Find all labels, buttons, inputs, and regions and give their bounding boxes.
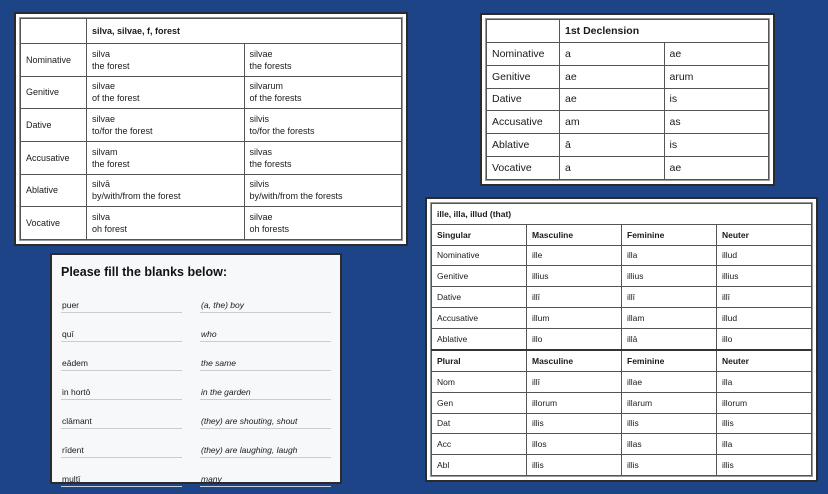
table-row <box>21 109 402 142</box>
singular-ending: a <box>560 157 665 180</box>
sg-cell <box>87 174 245 207</box>
case-label: Accusative <box>487 111 560 134</box>
english-gloss: by/with/from the forest <box>92 191 181 202</box>
plural-ending: ae <box>664 157 769 180</box>
singular-ending: a <box>560 42 665 65</box>
form-cell: illis <box>717 455 812 476</box>
case-label: Ablative <box>487 134 560 157</box>
english-gloss: the forests <box>249 158 292 169</box>
case-label: Accusative <box>21 141 87 174</box>
form-cell: illis <box>717 413 812 434</box>
case-label: Dative <box>21 109 87 142</box>
case-label: Nominative <box>432 245 527 266</box>
table-title: 1st Declension <box>560 20 769 43</box>
english-gloss: the forests <box>249 60 292 71</box>
form-cell: illis <box>622 455 717 476</box>
latin-blank-field[interactable]: puer <box>61 299 182 313</box>
case-label: Ablative <box>21 174 87 207</box>
english-gloss: to/for the forests <box>249 126 315 137</box>
latin-blank-field[interactable]: eādem <box>61 357 182 371</box>
sg-cell <box>87 141 245 174</box>
case-label: Ablative <box>432 328 527 350</box>
english-gloss: oh forests <box>249 224 290 235</box>
case-label: Nominative <box>487 42 560 65</box>
form-cell: illius <box>717 266 812 287</box>
declension-table <box>486 19 769 180</box>
table-row <box>487 88 769 111</box>
number-label: Singular <box>432 224 527 245</box>
table-row <box>432 455 812 476</box>
table-row <box>21 76 402 109</box>
form-cell: illorum <box>717 392 812 413</box>
singular-ending: ae <box>560 65 665 88</box>
form-cell: illī <box>527 372 622 393</box>
latin-blank-field[interactable]: rīdent <box>61 444 182 458</box>
form-cell: illam <box>622 307 717 328</box>
english-blank-field[interactable]: who <box>200 328 331 342</box>
case-label: Vocative <box>21 207 87 240</box>
empty-header-cell <box>21 19 87 44</box>
table-title: silva, silvae, f, forest <box>87 19 402 44</box>
plural-ending: ae <box>664 42 769 65</box>
form-cell: illum <box>527 307 622 328</box>
table-row <box>432 307 812 328</box>
english-gloss: oh forest <box>92 224 128 235</box>
form-cell: illo <box>717 328 812 350</box>
table-row <box>432 434 812 455</box>
table-row <box>432 245 812 266</box>
table-row <box>432 392 812 413</box>
table-header-row <box>21 19 402 44</box>
gender-header: Neuter <box>717 224 812 245</box>
english-blank-field[interactable]: (a, the) boy <box>200 299 331 313</box>
case-label: Nom <box>432 372 527 393</box>
form-cell: illis <box>527 455 622 476</box>
silva-table <box>20 18 402 240</box>
english-gloss: the forest <box>92 60 130 71</box>
pl-cell <box>244 109 402 142</box>
english-gloss: to/for the forest <box>92 126 153 137</box>
english-blank-field[interactable]: the same <box>200 357 331 371</box>
first-declension-card <box>480 13 775 186</box>
table-row <box>432 413 812 434</box>
case-label: Dat <box>432 413 527 434</box>
latin-form: silvā <box>92 179 111 190</box>
latin-form: silvam <box>92 146 118 157</box>
form-cell: illud <box>717 307 812 328</box>
pl-cell <box>244 207 402 240</box>
gender-header: Neuter <box>717 350 812 372</box>
silva-declension-card <box>14 12 408 246</box>
table-row <box>432 287 812 308</box>
sg-cell <box>87 43 245 76</box>
form-cell: illud <box>717 245 812 266</box>
ille-declension-card <box>425 197 818 482</box>
table-row <box>487 134 769 157</box>
latin-form: silvas <box>249 146 273 157</box>
blank-row <box>61 320 331 349</box>
latin-form: silvae <box>249 48 273 59</box>
gender-header: Masculine <box>527 350 622 372</box>
latin-form: silvis <box>249 114 269 125</box>
section-header-row <box>432 350 812 372</box>
singular-ending: ae <box>560 88 665 111</box>
table-row <box>487 65 769 88</box>
gender-header: Feminine <box>622 224 717 245</box>
sg-cell <box>87 109 245 142</box>
blank-row <box>61 436 331 465</box>
number-label: Plural <box>432 350 527 372</box>
case-label: Vocative <box>487 157 560 180</box>
section-header-row <box>432 224 812 245</box>
english-gloss: the forest <box>92 158 130 169</box>
case-label: Dative <box>432 287 527 308</box>
gender-header: Masculine <box>527 224 622 245</box>
case-label: Nominative <box>21 43 87 76</box>
table-row <box>432 328 812 350</box>
case-label: Accusative <box>432 307 527 328</box>
latin-form: silva <box>92 48 111 59</box>
singular-ending: ā <box>560 134 665 157</box>
form-cell: illī <box>717 287 812 308</box>
english-gloss: of the forests <box>249 93 302 104</box>
form-cell: illis <box>527 413 622 434</box>
blanks-list <box>61 291 331 494</box>
blank-row <box>61 465 331 494</box>
case-label: Abl <box>432 455 527 476</box>
plural-ending: is <box>664 88 769 111</box>
latin-form: silvae <box>92 114 116 125</box>
blank-row <box>61 378 331 407</box>
pl-cell <box>244 76 402 109</box>
case-label: Genitive <box>21 76 87 109</box>
pl-cell <box>244 43 402 76</box>
pl-cell <box>244 174 402 207</box>
singular-ending: am <box>560 111 665 134</box>
table-row <box>21 174 402 207</box>
fill-blanks-card <box>50 253 342 484</box>
table-title: ille, illa, illud (that) <box>432 204 812 225</box>
form-cell: illa <box>622 245 717 266</box>
form-cell: illorum <box>527 392 622 413</box>
ille-table <box>431 203 812 476</box>
latin-form: silvae <box>92 81 116 92</box>
table-row <box>487 111 769 134</box>
form-cell: illī <box>527 287 622 308</box>
form-cell: illius <box>622 266 717 287</box>
form-cell: illos <box>527 434 622 455</box>
english-gloss: of the forest <box>92 93 140 104</box>
table-row <box>21 141 402 174</box>
form-cell: illa <box>717 434 812 455</box>
case-label: Genitive <box>432 266 527 287</box>
english-blank-field[interactable]: in the garden <box>200 386 331 400</box>
english-blank-field[interactable]: (they) are laughing, laugh <box>200 444 331 458</box>
latin-form: silvis <box>249 179 269 190</box>
english-blank-field[interactable]: many <box>200 473 331 487</box>
form-cell: illī <box>622 287 717 308</box>
table-title-row <box>432 204 812 225</box>
case-label: Gen <box>432 392 527 413</box>
latin-form: silvarum <box>249 81 284 92</box>
blank-row <box>61 407 331 436</box>
table-row <box>21 43 402 76</box>
form-cell: illae <box>622 372 717 393</box>
latin-blank-field[interactable]: quī <box>61 328 182 342</box>
case-label: Acc <box>432 434 527 455</box>
table-row <box>432 372 812 393</box>
case-label: Dative <box>487 88 560 111</box>
table-row <box>432 266 812 287</box>
table-row <box>487 42 769 65</box>
table-row <box>21 207 402 240</box>
form-cell: illo <box>527 328 622 350</box>
latin-blank-field[interactable]: in hortō <box>61 386 182 400</box>
form-cell: illas <box>622 434 717 455</box>
sg-cell <box>87 207 245 240</box>
form-cell: ille <box>527 245 622 266</box>
plural-ending: as <box>664 111 769 134</box>
table-row <box>487 157 769 180</box>
form-cell: illis <box>622 413 717 434</box>
english-blank-field[interactable]: (they) are shouting, shout <box>200 415 331 429</box>
blank-row <box>61 349 331 378</box>
plural-ending: arum <box>664 65 769 88</box>
latin-form: silva <box>92 212 111 223</box>
latin-blank-field[interactable]: clāmant <box>61 415 182 429</box>
table-header-row <box>487 20 769 43</box>
gender-header: Feminine <box>622 350 717 372</box>
sg-cell <box>87 76 245 109</box>
case-label: Genitive <box>487 65 560 88</box>
latin-form: silvae <box>249 212 273 223</box>
form-cell: illius <box>527 266 622 287</box>
plural-ending: is <box>664 134 769 157</box>
latin-blank-field[interactable]: multī <box>61 473 182 487</box>
pl-cell <box>244 141 402 174</box>
form-cell: illarum <box>622 392 717 413</box>
blank-row <box>61 291 331 320</box>
form-cell: illā <box>622 328 717 350</box>
english-gloss: by/with/from the forests <box>249 191 343 202</box>
exercise-title: Please fill the blanks below: <box>61 265 228 279</box>
empty-header-cell <box>487 20 560 43</box>
form-cell: illa <box>717 372 812 393</box>
